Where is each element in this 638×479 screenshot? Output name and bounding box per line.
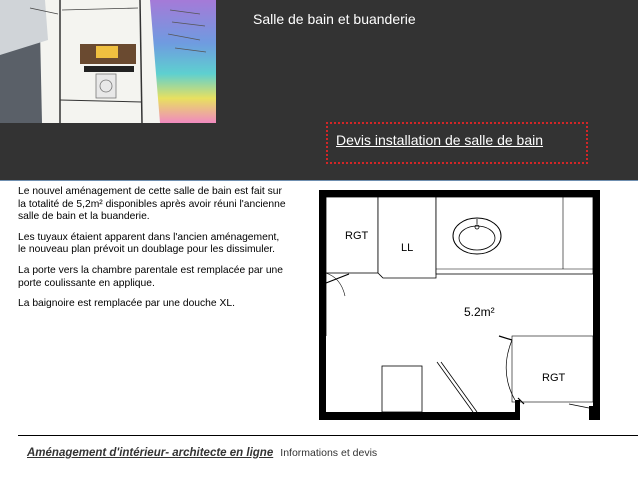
footer-info-text: Informations et devis bbox=[280, 447, 378, 459]
wall-right bbox=[593, 190, 600, 420]
description-text bbox=[18, 186, 290, 319]
footer bbox=[27, 447, 377, 459]
slide-header bbox=[0, 0, 638, 181]
plan-label-rgt-top: RGT bbox=[345, 230, 369, 242]
description-paragraph-3: La porte vers la chambre parentale est remplacée par une porte coulissante en applique. bbox=[18, 264, 284, 289]
footer-divider bbox=[18, 435, 638, 436]
description-paragraph-4: La baignoire est remplacée par une douche XL. bbox=[18, 298, 235, 310]
footer-architect-link[interactable]: Aménagement d'intérieur- architecte en ligne bbox=[27, 447, 274, 459]
devis-link[interactable]: Devis installation de salle de bain bbox=[336, 132, 544, 148]
plan-label-ll: LL bbox=[401, 242, 414, 254]
plan-label-area: 5.2m² bbox=[464, 305, 495, 319]
description-paragraph-2: Les tuyaux étaient apparent dans l'ancien aménagement, le nouveau plan prévoit un doublage pour les dissimuler. bbox=[18, 231, 280, 256]
floor-plan bbox=[319, 186, 604, 426]
devis-link-box bbox=[326, 122, 588, 164]
bathroom-sketch-image bbox=[0, 0, 216, 123]
description-paragraph-1: Le nouvel aménagement de cette salle de bain est fait sur la totalité de 5,2m² disponibles après avoir réuni l'ancienne salle de bain et la buanderie. bbox=[18, 186, 286, 223]
wall-bottom bbox=[319, 412, 520, 420]
wall-left bbox=[319, 190, 326, 420]
wall-top bbox=[319, 190, 599, 197]
slide-title: Salle de bain et buanderie bbox=[253, 11, 416, 27]
plan-label-rgt-bottom: RGT bbox=[542, 372, 566, 384]
